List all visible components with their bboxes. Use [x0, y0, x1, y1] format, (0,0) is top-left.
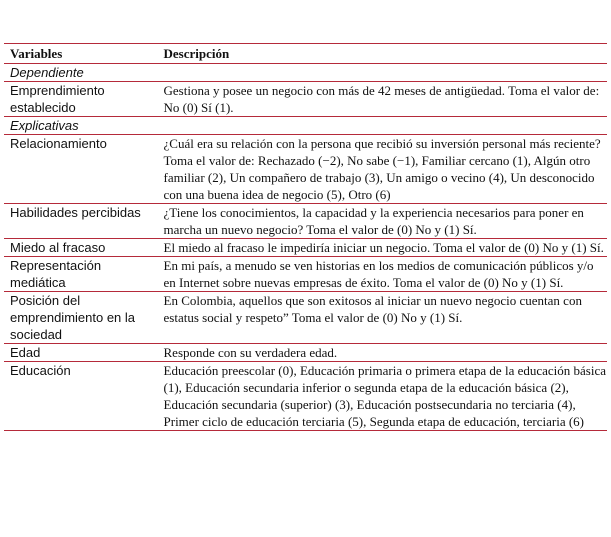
description-cell: En mi país, a menudo se ven historias en los medios de comunicación públicos y/o en Internet sobre nuevas empresas de éxito. Toma el valor de (0) No y (1) Sí.	[158, 257, 607, 292]
variable-cell: Representación mediática	[4, 257, 158, 292]
section-row-dependiente	[4, 64, 607, 82]
variable-cell: Miedo al fracaso	[4, 239, 158, 257]
table-row	[4, 82, 607, 117]
table-row	[4, 344, 607, 362]
table-header-row	[4, 44, 607, 64]
section-row-explicativas	[4, 117, 607, 135]
description-cell: En Colombia, aquellos que son exitosos al iniciar un nuevo negocio cuentan con estatus social y respeto” Toma el valor de (0) No y (1) Sí.	[158, 292, 607, 344]
table-row	[4, 362, 607, 431]
table-row	[4, 292, 607, 344]
table-row	[4, 239, 607, 257]
description-cell: Educación preescolar (0), Educación primaria o primera etapa de la educación básica (1), Educación secundaria inferior o segunda etapa de la educación básica (2), Educación secundaria (superior) (3), Educación postsecundaria no terciaria (4), Primer ciclo de educación terciaria (5), Segunda etapa de educación, terciaria (6)	[158, 362, 607, 431]
variable-cell: Relacionamiento	[4, 135, 158, 204]
variable-cell: Edad	[4, 344, 158, 362]
section-label-dependiente: Dependiente	[4, 64, 607, 82]
description-cell: El miedo al fracaso le impediría iniciar un negocio. Toma el valor de (0) No y (1) Sí.	[158, 239, 607, 257]
variable-cell: Posición del emprendimiento en la sociedad	[4, 292, 158, 344]
variable-cell: Habilidades percibidas	[4, 204, 158, 239]
variable-cell: Educación	[4, 362, 158, 431]
table-row	[4, 257, 607, 292]
header-descripcion: Descripción	[158, 44, 607, 64]
variable-cell: Emprendimiento establecido	[4, 82, 158, 117]
description-cell: Responde con su verdadera edad.	[158, 344, 607, 362]
variables-table	[4, 43, 607, 431]
description-cell: ¿Cuál era su relación con la persona que recibió su inversión personal más reciente? Toma el valor de: Rechazado (−2), No sabe (−1), Familiar cercano (1), Algún otro familiar (2), Un compañero de trabajo (3), Un amigo o vecino (4), Un desconocido con una buena idea de negocio (5), Otro (6)	[158, 135, 607, 204]
table-row	[4, 135, 607, 204]
description-cell: Gestiona y posee un negocio con más de 42 meses de antigüedad. Toma el valor de: No (0) Sí (1).	[158, 82, 607, 117]
table-row	[4, 204, 607, 239]
header-variables: Variables	[4, 44, 158, 64]
section-label-explicativas: Explicativas	[4, 117, 607, 135]
description-cell: ¿Tiene los conocimientos, la capacidad y la experiencia necesarios para poner en marcha un nuevo negocio? Toma el valor de (0) No y (1) Sí.	[158, 204, 607, 239]
